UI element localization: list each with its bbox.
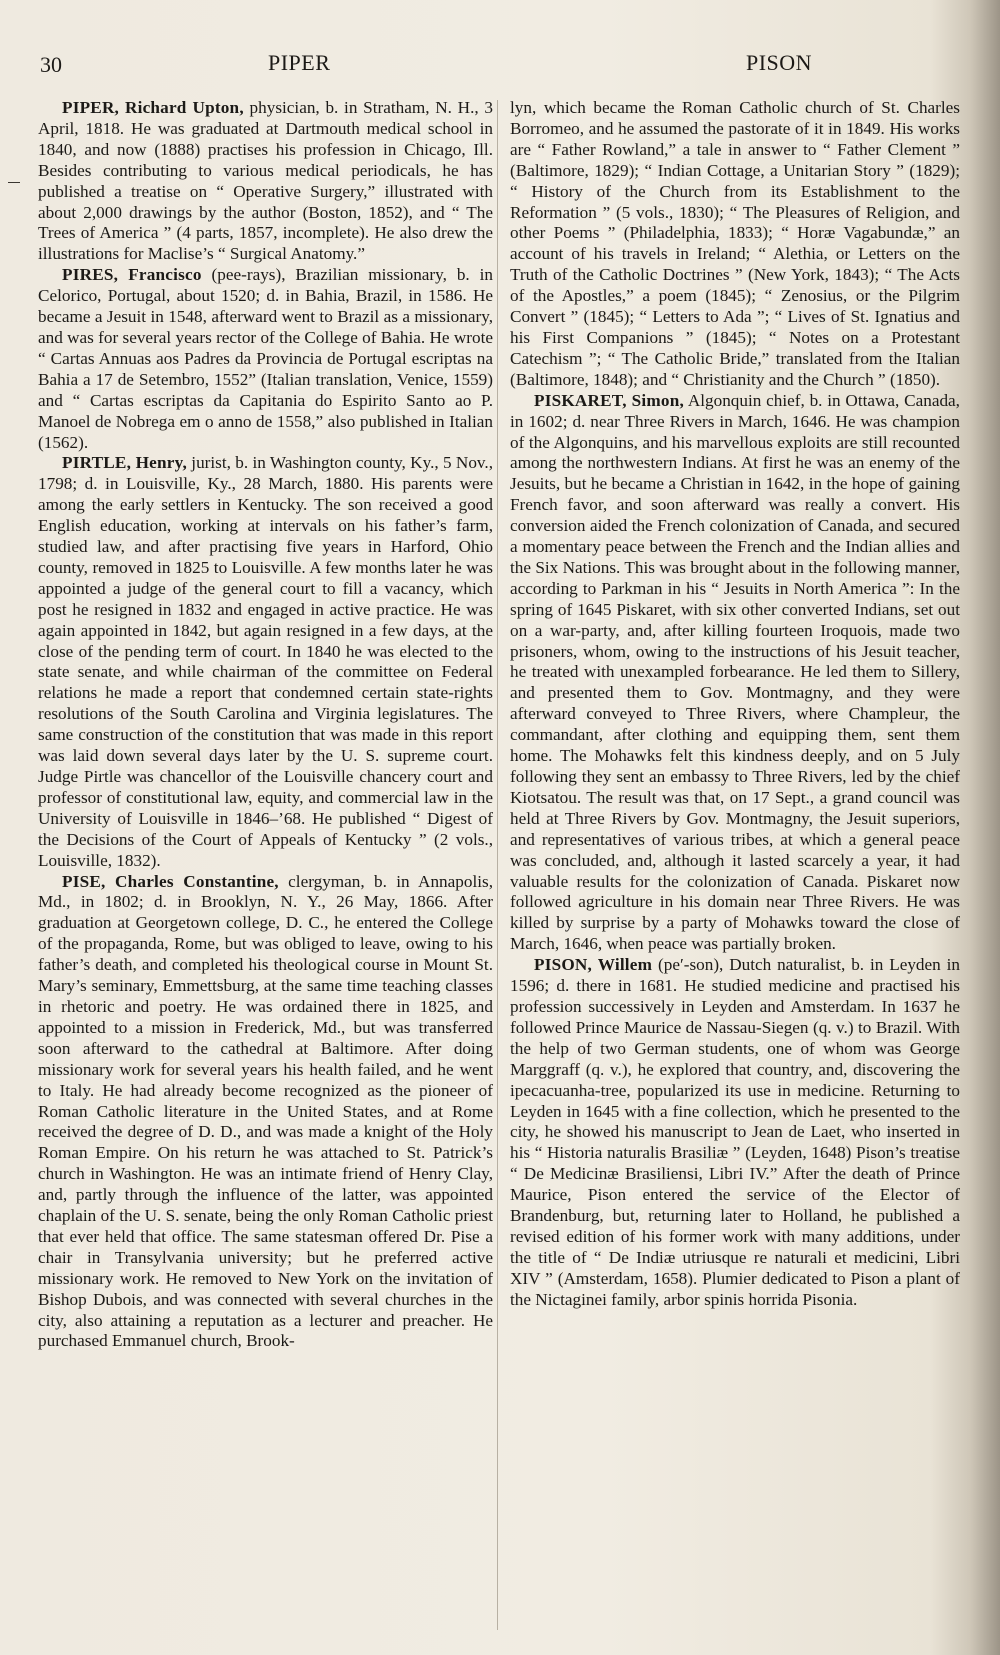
entry-text-piper: physician, b. in Stratham, N. H., 3 April, 1818. He was graduated at Dartmouth medical school in 1840, and now (1888) practises his profession in Chicago, Ill. Besides contributing to various medical periodicals, he has published a treatise on “ Operative Surgery,” illustrated with about 2,000 drawings by the author (Boston, 1852), and “ The Trees of America ” (4 parts, 1857, incomplete). He also drew the illustrations for Maclise’s “ Surgical Anatomy.”: [38, 98, 493, 264]
entry-piskaret: [510, 391, 960, 955]
headword-pires: PIRES, Francisco: [62, 265, 202, 285]
entry-text-pirtle: jurist, b. in Washington county, Ky., 5 Nov., 1798; d. in Louisville, Ky., 28 March, 1880. His parents were among the early settlers in Kentucky. The son received a good English education, working at intervals on his father’s farm, studied law, and after practising five years in Harford, Ohio county, removed in 1825 to Louisville. A few months later he was appointed a judge of the general court to fill a vacancy, which post he resigned in 1832 and engaged in active practice. He was again appointed in 1842, but again resigned in a few days, at the close of the pending term of court. In 1840 he was elected to the state senate, and while chairman of the committee on Federal relations he made a report that condemned certain state-rights resolutions of the South Carolina and Virginia legislatures. The same construction of the constitution that was made in this report was laid down several days later by the U. S. supreme court. Judge Pirtle was chancellor of the Louisville chancery court and professor of constitutional law, equity, and commercial law in the University of Louisville in 1846–’68. He published “ Digest of the Decisions of the Court of Appeals of Kentucky ” (2 vols., Louisville, 1832).: [38, 453, 493, 870]
right-column: [510, 98, 960, 1628]
running-header: [36, 48, 964, 78]
margin-mark: [8, 182, 20, 183]
entry-pison: [510, 955, 960, 1310]
headword-piper: PIPER, Richard Upton,: [62, 98, 244, 117]
entry-text-pires: (pee-rays), Brazilian missionary, b. in Celorico, Portugal, about 1520; d. in Bahia, Brazil, in 1586. He became a Jesuit in 1548, afterward went to Brazil as a missionary, and was for several years rector of the College of Bahia. He wrote “ Cartas Annuas aos Padres da Provincia de Portugal escriptas na Bahia a 17 de Setembro, 1552” (Italian translation, Venice, 1559) and “ Cartas escriptas da Capitania do Espirito Santo ao P. Manoel de Nobrega em o anno de 1558,” also published in Italian (1562).: [38, 265, 493, 452]
headword-piskaret: PISKARET, Simon,: [534, 390, 684, 410]
entry-text-pise: clergyman, b. in Annapolis, Md., in 1802; d. in Brooklyn, N. Y., 26 May, 1866. After graduation at Georgetown college, D. C., he entered the College of the propaganda, Rome, but was obliged to leave, owing to his father’s death, and completed his theological course in Mount St. Mary’s seminary, Emmettsburg, at the same time teaching classes in rhetoric and poetry. He was ordained there in 1825, and appointed to a mission in Frederick, Md., but was transferred soon afterward to the cathedral at Baltimore. After doing missionary work for several years his health failed, and he went to Italy. He had already become recognized as the pioneer of Roman Catholic literature in the United States, and at Rome received the degree of D. D., and was made a knight of the Holy Roman Empire. On his return he was attached to St. Patrick’s church in Washington. He was an intimate friend of Henry Clay, and, partly through the influence of the latter, was appointed chaplain of the U. S. senate, being the only Roman Catholic priest that ever held that office. The same statesman offered Dr. Pise a chair in Transylvania university; but he preferred active missionary work. He removed to New York on the invitation of Bishop Dubois, and was connected with several churches in the city, also attaining a reputation as a lecturer and preacher. He purchased Emmanuel church, Brook-: [38, 871, 493, 1351]
right-running-head: PISON: [746, 50, 813, 75]
entry-pirtle: [38, 453, 493, 871]
entry-pise-continued: lyn, which became the Roman Catholic church of St. Charles Borromeo, and he assumed the pastorate of it in 1849. His works are “ Father Rowland,” a tale in answer to “ Father Clement ” (Baltimore, 1829); “ Indian Cottage, a Unitarian Story ” (1829); “ History of the Church from its Establishment to the Reformation ” (5 vols., 1830); “ The Pleasures of Religion, and other Poems ” (Philadelphia, 1833); “ Horæ Vagabundæ,” an account of his travels in Ireland; “ Alethia, or Letters on the Truth of the Catholic Doctrines ” (New York, 1843); “ The Acts of the Apostles,” a poem (1845); “ Zenosius, or the Pilgrim Convert ” (1845); “ Letters to Ada ”; “ Lives of St. Ignatius and his First Companions ” (1845); “ Notes on a Protestant Catechism ”; “ The Catholic Bride,” translated from the Italian (Baltimore, 1848); and “ Christianity and the Church ” (1850).: [510, 98, 960, 389]
entry-text-piskaret: Algonquin chief, b. in Ottawa, Canada, in 1602; d. near Three Rivers in March, 1646. He was champion of the Algonquins, and his marvellous exploits are still recounted among the northwestern Indians. At first he was an enemy of the Jesuits, but he became a Christian in 1642, in the hope of gaining French favor, and soon afterward was really a convert. His conversion aided the French colonization of Canada, and secured a momentary peace between the French and the Indian allies and the Six Nations. This was brought about in the following manner, according to Parkman in his “ Jesuits in North America ”: In the spring of 1645 Piskaret, with six other converted Indians, set out on a war-party, and, after killing fourteen Iroquois, made two prisoners, whom, owing to the instructions of his Jesuit teacher, he treated with unexampled forbearance. He led them to Sillery, and presented them to Gov. Montmagny, and they were afterward conveyed to Three Rivers, where Champleur, the commandant, after clothing and equipping them, sent them home. The Mohawks felt this kindness deeply, and on 5 July following they sent an embassy to Three Rivers, led by the chief Kiotsatou. The result was that, on 17 Sept., a grand council was held at Three Rivers by Gov. Montmagny, the Jesuit superiors, and representatives of various tribes, at which a general peace was concluded, and, although it lasted scarcely a year, it had valuable results for the colonization of Canada. Piskaret now followed agriculture in his domain near Three Rivers. He was killed by surprise by a party of Mohawks toward the close of March, 1646, when peace was partially broken.: [510, 390, 960, 954]
entry-text-pison: (pe′-son), Dutch naturalist, b. in Leyden in 1596; d. there in 1681. He studied medicine and practised his profession successively in Leyden and Amsterdam. In 1637 he followed Prince Maurice de Nassau-Siegen (q. v.) to Brazil. With the help of two German students, one of whom was George Marggraff (q. v.), he explored that country, and, discovering the ipecacuanha-tree, popularized its use in medicine. Returning to Leyden in 1645 with a fine collection, which he presented to the city, he showed his manuscript to Jean de Laet, who inserted in his “ Historia naturalis Brasiliæ ” (Leyden, 1648) Pison’s treatise “ De Medicinæ Brasiliensi, Libri IV.” After the death of Prince Maurice, Pison entered the service of the Elector of Brandenburg, but, returning later to Holland, he published a revised edition of his former work with many additions, under the title of “ De Indiæ utriusque re naturali et medicini, Libri XIV ” (Amsterdam, 1658). Plumier dedicated to Pison a plant of the Nictaginei family, arbor spinis horrida Pisonia.: [510, 955, 960, 1309]
entry-pires: [38, 265, 493, 453]
column-divider: [497, 100, 498, 1630]
headword-pise: PISE, Charles Constantine,: [62, 871, 279, 891]
page-number: 30: [40, 52, 62, 77]
headword-pison: PISON, Willem: [534, 955, 653, 975]
left-running-head: PIPER: [268, 50, 331, 75]
left-column: [38, 98, 493, 1628]
entry-pise: [38, 872, 493, 1353]
entry-piper: [38, 98, 493, 265]
headword-pirtle: PIRTLE, Henry,: [62, 453, 187, 473]
